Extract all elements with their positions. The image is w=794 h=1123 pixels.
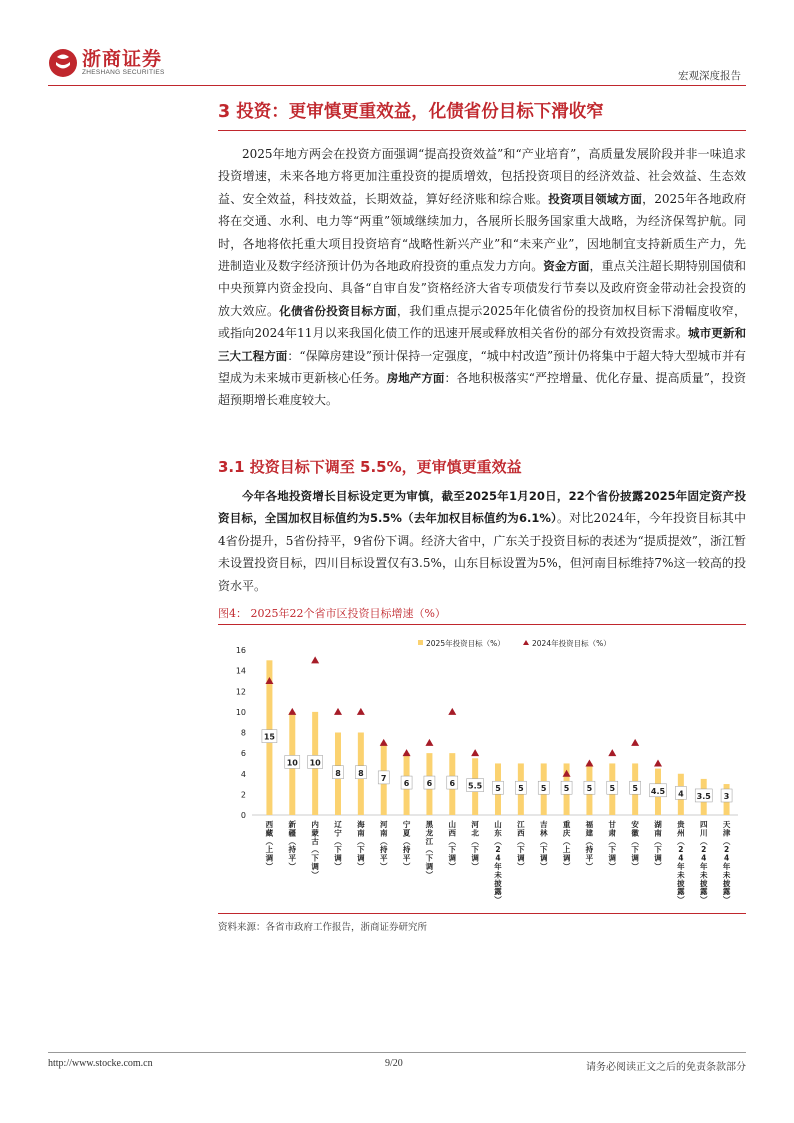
legend-marker-swatch bbox=[523, 640, 529, 645]
data-label: 5 bbox=[540, 784, 547, 794]
y-tick-label: 12 bbox=[235, 687, 246, 697]
footer-divider bbox=[48, 1052, 746, 1053]
data-label: 10 bbox=[309, 758, 321, 768]
data-label: 8 bbox=[335, 768, 341, 778]
x-tick-label: 西藏︵上调︶ bbox=[265, 820, 274, 871]
bold-run: 化债省份投资目标方面 bbox=[279, 303, 397, 318]
data-label: 6 bbox=[449, 779, 456, 789]
figure-source: 资料来源：各省市政府工作报告，浙商证券研究所 bbox=[218, 922, 428, 933]
data-label: 8 bbox=[358, 768, 364, 778]
y-tick-label: 6 bbox=[240, 749, 246, 759]
footer-url[interactable]: http://www.stocke.com.cn bbox=[48, 1058, 153, 1069]
page-number: 9/20 bbox=[385, 1058, 403, 1069]
data-label: 3 bbox=[723, 792, 730, 801]
legend-bar-swatch bbox=[418, 640, 423, 645]
data-label: 6 bbox=[403, 779, 410, 789]
x-tick-label: 贵州︵ 2 4 年未披露︶ bbox=[677, 820, 685, 905]
x-tick-label: 辽宁︵下调︶ bbox=[334, 820, 342, 871]
text-run: 2025年地方两会在投资方面强调“提高投资效益”和“产业培育”，高质量发展阶段并非一味追求投资增速，未来各地方将更加注重投资的提质增效，包括投资项目的经济效益、社会效益、生态效益、安全效益，科技效益，长期效益，算好经济账和综合账。 bbox=[218, 147, 746, 206]
x-tick-label: 天津︵ 2 4 年未披露︶ bbox=[722, 820, 731, 905]
x-tick-label: 江西︵下调︶ bbox=[517, 820, 525, 871]
x-tick-label: 海南︵下调︶ bbox=[357, 820, 365, 871]
figure-caption: 图4： 2025年22个省市区投资目标增速（%） bbox=[218, 607, 446, 620]
x-tick-label: 四川︵ 2 4 年未披露︶ bbox=[699, 820, 708, 905]
x-tick-label: 甘肃︵下调︶ bbox=[608, 820, 617, 871]
marker-2024 bbox=[585, 759, 593, 766]
data-label: 7 bbox=[380, 773, 387, 783]
bold-run: 资金方面 bbox=[543, 259, 590, 274]
marker-2024 bbox=[288, 708, 296, 715]
chart-bars bbox=[262, 660, 732, 815]
data-label: 6 bbox=[426, 779, 433, 789]
marker-2024 bbox=[311, 656, 319, 663]
data-label: 5 bbox=[495, 784, 501, 794]
text-run: 。对比2024年，今年投资目标其中4省份提升，5省份持平，9省份下调。经济大省中，广东关于投资目标的表述为“提质提效”，浙江暂未设置投资目标，四川目标设置仅有3.5%，山东目标设置为5%，但河南目标维持7%这一较高的投资水平。 bbox=[218, 511, 746, 593]
x-tick-label: 重庆︵上调︶ bbox=[562, 820, 571, 871]
x-tick-label: 宁夏︵持平︶ bbox=[402, 820, 411, 871]
y-tick-label: 16 bbox=[235, 646, 246, 655]
data-label: 4.5 bbox=[650, 786, 666, 796]
text-run: ，我们重点提示2025年化债省份的投资加权目标下滑幅度收窄，或指向2024年11月以来我国化债工作的迅速开展或释放相关省份的部分有效投资需求。 bbox=[218, 303, 746, 341]
legend-label-2024: 2024年投资目标（%） bbox=[532, 639, 611, 648]
marker-2024 bbox=[631, 739, 639, 746]
y-tick-label: 14 bbox=[235, 666, 246, 676]
logo-chinese: 浙商证券 bbox=[82, 48, 163, 70]
x-tick-label: 安徽︵下调︶ bbox=[631, 820, 639, 871]
x-tick-label: 福建︵持平︶ bbox=[585, 820, 594, 871]
x-tick-label: 河北︵下调︶ bbox=[471, 820, 479, 871]
y-tick-label: 4 bbox=[240, 769, 246, 779]
chart-markers bbox=[265, 656, 662, 776]
x-tick-label: 黑龙江︵下调︶ bbox=[425, 820, 434, 880]
data-label: 5 bbox=[586, 784, 593, 794]
marker-2024 bbox=[425, 739, 433, 746]
text-run: ，2025年各地政府将在交通、水利、电力等“两重”领域继续加力，各展所长服务国家重大战略，为经济保驾护航。同时，各地将依托重大项目投资培育“战略性新兴产业”和“未来产业”，因地制宜支持新质生产力，先进制造业及数字经济预计仍为各地政府投资的重点发力方向。 bbox=[218, 191, 746, 274]
y-tick-label: 2 bbox=[240, 790, 246, 800]
data-label: 5 bbox=[609, 784, 616, 794]
legend-label-2025: 2025年投资目标（%） bbox=[426, 639, 505, 648]
chart-x-labels bbox=[265, 819, 731, 905]
subsection-title: 3.1 投资目标下调至 5.5%，更审慎更重效益 bbox=[218, 458, 522, 476]
x-tick-label: 内蒙古︵下调︶ bbox=[311, 820, 319, 880]
x-tick-label: 山东︵ 2 4 年未披露︶ bbox=[494, 820, 502, 905]
subsection-paragraph bbox=[218, 485, 746, 597]
x-tick-label: 新疆︵持平︶ bbox=[288, 820, 297, 871]
text-run: ，重点关注超长期特别国债和中央预算内资金投向、具备“自审自发”资格经济大省专项债发行节奏以及政府资金带动社会投资的放大效应。 bbox=[218, 259, 746, 318]
company-logo bbox=[48, 48, 165, 78]
marker-2024 bbox=[334, 708, 342, 715]
y-tick-label: 8 bbox=[240, 728, 246, 738]
marker-2024 bbox=[380, 739, 388, 746]
x-tick-label: 吉林︵下调︶ bbox=[539, 820, 548, 871]
data-label: 5.5 bbox=[468, 781, 483, 791]
marker-2024 bbox=[608, 749, 616, 756]
data-label: 5 bbox=[632, 784, 638, 794]
section-title: 3 投资：更审慎更重效益，化债省份目标下滑收窄 bbox=[218, 102, 604, 122]
data-label: 15 bbox=[263, 732, 275, 742]
bold-run: 投资项目领域方面 bbox=[548, 191, 643, 206]
data-label: 5 bbox=[563, 784, 570, 794]
data-label: 10 bbox=[286, 758, 298, 768]
logo-icon bbox=[48, 48, 78, 78]
data-label: 4 bbox=[678, 789, 684, 799]
header-divider bbox=[48, 85, 746, 86]
text-run: ：“保障房建设”预计保持一定强度，“城中村改造”预计仍将集中于超大特大型城市并有望成为未来城市更新核心任务。 bbox=[218, 348, 746, 386]
logo-english: ZHESHANG SECURITIES bbox=[82, 69, 165, 76]
data-label: 3.5 bbox=[696, 791, 711, 801]
figure-top-divider bbox=[218, 624, 746, 625]
marker-2024 bbox=[357, 708, 365, 715]
source-divider bbox=[218, 913, 746, 914]
bold-run: 城市更新和三大工程方面 bbox=[218, 326, 747, 363]
y-tick-label: 0 bbox=[240, 811, 246, 820]
marker-2024 bbox=[403, 749, 411, 756]
bold-run: 房地产方面 bbox=[386, 371, 445, 386]
investment-target-chart bbox=[218, 628, 746, 910]
x-tick-label: 湖南︵下调︶ bbox=[654, 820, 662, 871]
data-label: 5 bbox=[518, 784, 524, 794]
report-type: 宏观深度报告 bbox=[678, 70, 741, 82]
marker-2024 bbox=[654, 759, 662, 766]
footer-disclaimer: 请务必阅读正文之后的免责条款部分 bbox=[586, 1062, 746, 1073]
chart-legend bbox=[418, 638, 611, 648]
section-paragraph bbox=[218, 143, 746, 412]
marker-2024 bbox=[448, 708, 456, 715]
x-tick-label: 河南︵持平︶ bbox=[379, 820, 388, 871]
section-title-divider bbox=[218, 130, 746, 131]
x-tick-label: 山西︵下调︶ bbox=[448, 820, 457, 871]
text-run: ：各地积极落实“严控增量、优化存量、提高质量”，投资超预期增长难度较大。 bbox=[218, 371, 746, 408]
marker-2024 bbox=[471, 749, 479, 756]
bold-run: 今年各地投资增长目标设定更为审慎，截至2025年1月20日，22个省份披露2025年固定资产投资目标，全国加权目标值约为5.5%（去年加权目标值约为6.1%） bbox=[218, 489, 746, 526]
y-tick-label: 10 bbox=[235, 707, 246, 717]
